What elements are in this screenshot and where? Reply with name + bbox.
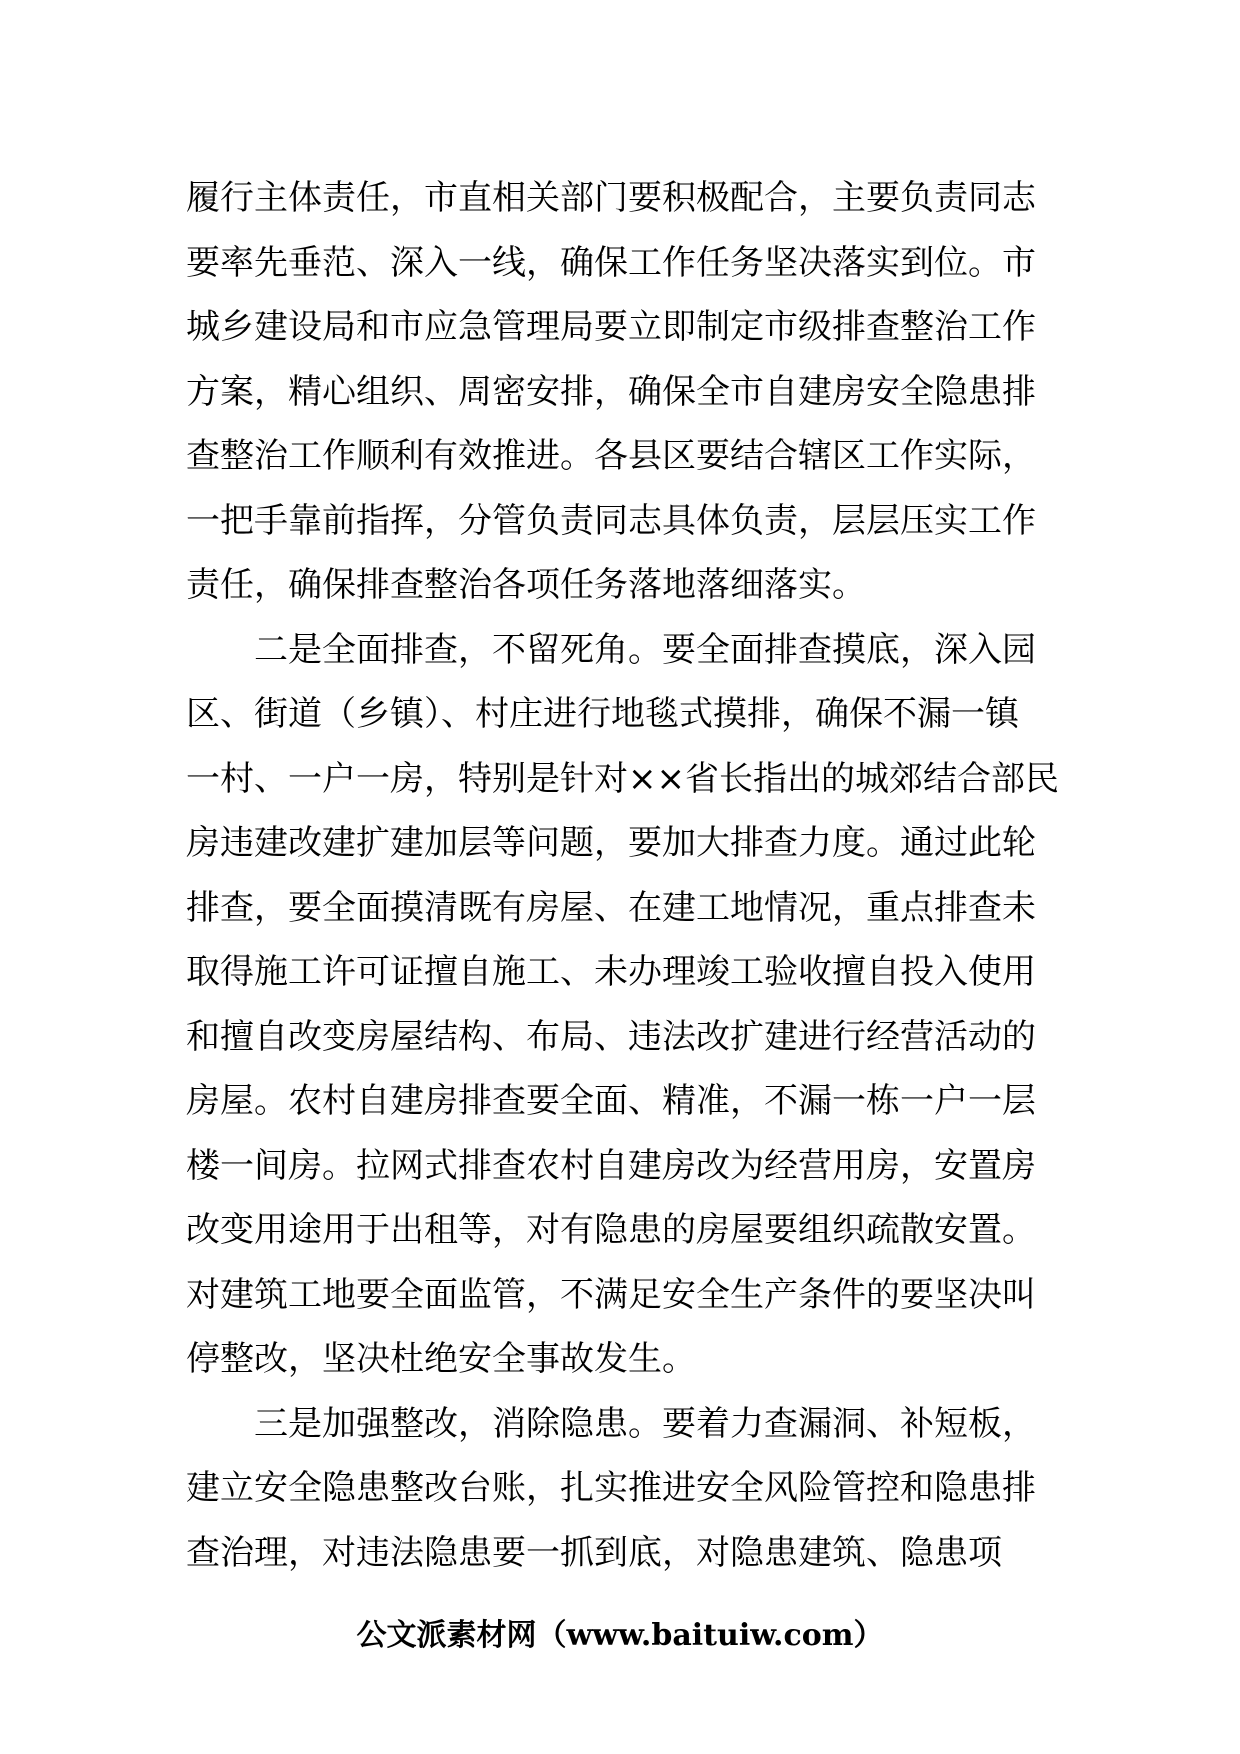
paragraph-start-line: 二是全面排查，不留死角。要全面排查摸底，深入园	[254, 629, 1036, 670]
text-line: 房屋。农村自建房排查要全面、精准，不漏一栋一户一层	[186, 1081, 1036, 1121]
document-body	[186, 166, 1059, 1585]
footer-watermark: 公文派素材网（www.baituiw.com）	[356, 1618, 884, 1653]
text-line: 对建筑工地要全面监管，不满足安全生产条件的要坚决叫	[186, 1274, 1036, 1315]
text-line: 区、街道（乡镇）、村庄进行地毯式摸排，确保不漏一镇	[186, 694, 1019, 734]
text-line: 查治理，对违法隐患要一抓到底，对隐患建筑、隐患项	[186, 1532, 1002, 1573]
text-line: 排查，要全面摸清既有房屋、在建工地情况，重点排查未	[186, 887, 1036, 928]
text-line: 停整改，坚决杜绝安全事故发生。	[186, 1339, 696, 1379]
text-line: 一把手靠前指挥，分管负责同志具体负责，层层压实工作	[186, 500, 1036, 541]
text-line: 楼一间房。拉网式排查农村自建房改为经营用房，安置房	[186, 1145, 1036, 1186]
text-line: 建立安全隐患整改台账，扎实推进安全风险管控和隐患排	[186, 1468, 1036, 1508]
text-line: 方案，精心组织、周密安排，确保全市自建房安全隐患排	[186, 371, 1036, 412]
text-line: 查整治工作顺利有效推进。各县区要结合辖区工作实际，	[186, 436, 1036, 476]
text-line: 房违建改建扩建加层等问题，要加大排查力度。通过此轮	[186, 823, 1036, 863]
text-line: 取得施工许可证擅自施工、未办理竣工验收擅自投入使用	[186, 952, 1036, 992]
text-line: 履行主体责任，市直相关部门要积极配合，主要负责同志	[186, 178, 1036, 218]
text-line: 责任，确保排查整治各项任务落地落细落实。	[186, 565, 866, 605]
text-line: 和擅自改变房屋结构、布局、违法改扩建进行经营活动的	[186, 1016, 1036, 1057]
text-line: 一村、一户一房，特别是针对××省长指出的城郊结合部民	[186, 758, 1059, 799]
text-line: 改变用途用于出租等，对有隐患的房屋要组织疏散安置。	[186, 1210, 1036, 1250]
text-line: 要率先垂范、深入一线，确保工作任务坚决落实到位。市	[186, 242, 1036, 283]
paragraph-start-line: 三是加强整改，消除隐患。要着力查漏洞、补短板，	[254, 1403, 1036, 1444]
text-line: 城乡建设局和市应急管理局要立即制定市级排查整治工作	[186, 307, 1036, 347]
